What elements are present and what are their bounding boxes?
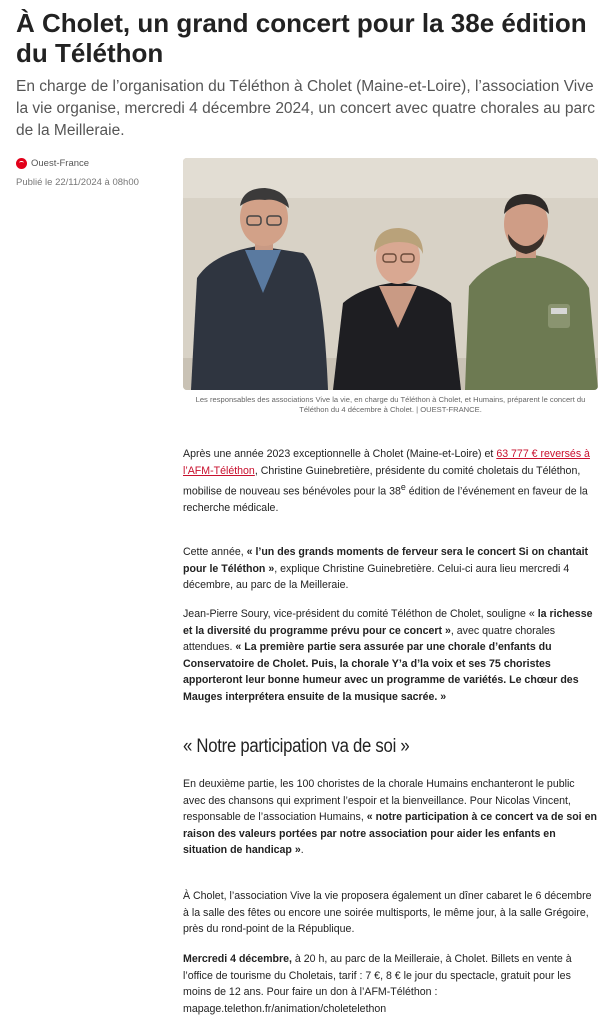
paragraph-3: Jean-Pierre Soury, vice-président du comité Téléthon de Cholet, souligne « la richesse et la diversité du programme prévu pour ce concert », avec quatre chorales attendues. « La première partie sera assurée par une chorale d’enfants du Conservatoire de Cholet. Puis, la chorale Y’a d’la voix et ses 75 choristes apporteront leur bonne humeur avec un programme de variétés. Le chœur des Mauges interprétera ensuite de la musique sacrée. » — [183, 608, 593, 703]
article-photo[interactable] — [183, 158, 598, 390]
ouest-france-logo-icon — [16, 158, 27, 169]
source-line[interactable] — [16, 158, 89, 169]
photo-caption: Les responsables des associations Vive la vie, en charge du Téléthon à Cholet, et Humains, préparent le concert du Téléthon du 4 décembre à Cholet. | OUEST-FRANCE. — [195, 395, 586, 414]
paragraph-1: Après une année 2023 exceptionnelle à Cholet (Maine-et-Loire) et 63 777 € reversés à l’AFM-Téléthon, Christine Guinebretière, présidente du comité choletais du Téléthon, mobilise de nouveau ses bénévoles pour la 38e édition de l’événement en faveur de la recherche médicale. — [183, 448, 590, 515]
source-name[interactable]: Ouest-France — [31, 158, 90, 169]
paragraph-2: Cette année, « l’un des grands moments de ferveur sera le concert Si on chantait pour le Téléthon », explique Christine Guinebretière. Celui-ci aura lieu mercredi 4 décembre, au parc de la Meilleraie. — [183, 546, 589, 591]
afm-telethon-link[interactable]: 63 777 € reversés à l’AFM-Téléthon — [183, 448, 590, 477]
photo-illustration — [183, 158, 598, 390]
article-lede: En charge de l’organisation du Téléthon à Cholet (Maine-et-Loire), l’association Vive la vie organise, mercredi 4 décembre 2024, un concert avec quatre chorales au parc de la Meilleraie. — [16, 78, 595, 139]
paragraph-4: En deuxième partie, les 100 choristes de la chorale Humains enchanteront le public avec des chansons qui expriment l’espoir et la bienveillance. Pour Nicolas Vincent, responsable de l’association Humains, « notre participation à ce concert va de soi en raison des valeurs portées par notre association pour aider les enfants en situation de handicap ». — [183, 778, 597, 856]
publish-date: Publié le 22/11/2024 à 08h00 — [16, 177, 139, 188]
paragraph-5: À Cholet, l’association Vive la vie proposera également un dîner cabaret le 6 décembre à la salle des fêtes ou encore une soirée multisports, le même jour, à la salle Grégoire, près du rond-point de la République. — [183, 890, 592, 935]
article-title: À Cholet, un grand concert pour la 38e édition du Téléthon — [16, 8, 587, 68]
section-heading: « Notre participation va de soi » — [183, 736, 410, 757]
paragraph-6: Mercredi 4 décembre, à 20 h, au parc de la Meilleraie, à Cholet. Billets en vente à l’office de tourisme du Choletais, tarif : 7 €, 8 € le jour du spectacle, gratuit pour les moins de 12 ans. Pour faire un don à l’AFM-Téléthon : mapage.telethon.fr/animation/choletelethon — [183, 953, 572, 1015]
